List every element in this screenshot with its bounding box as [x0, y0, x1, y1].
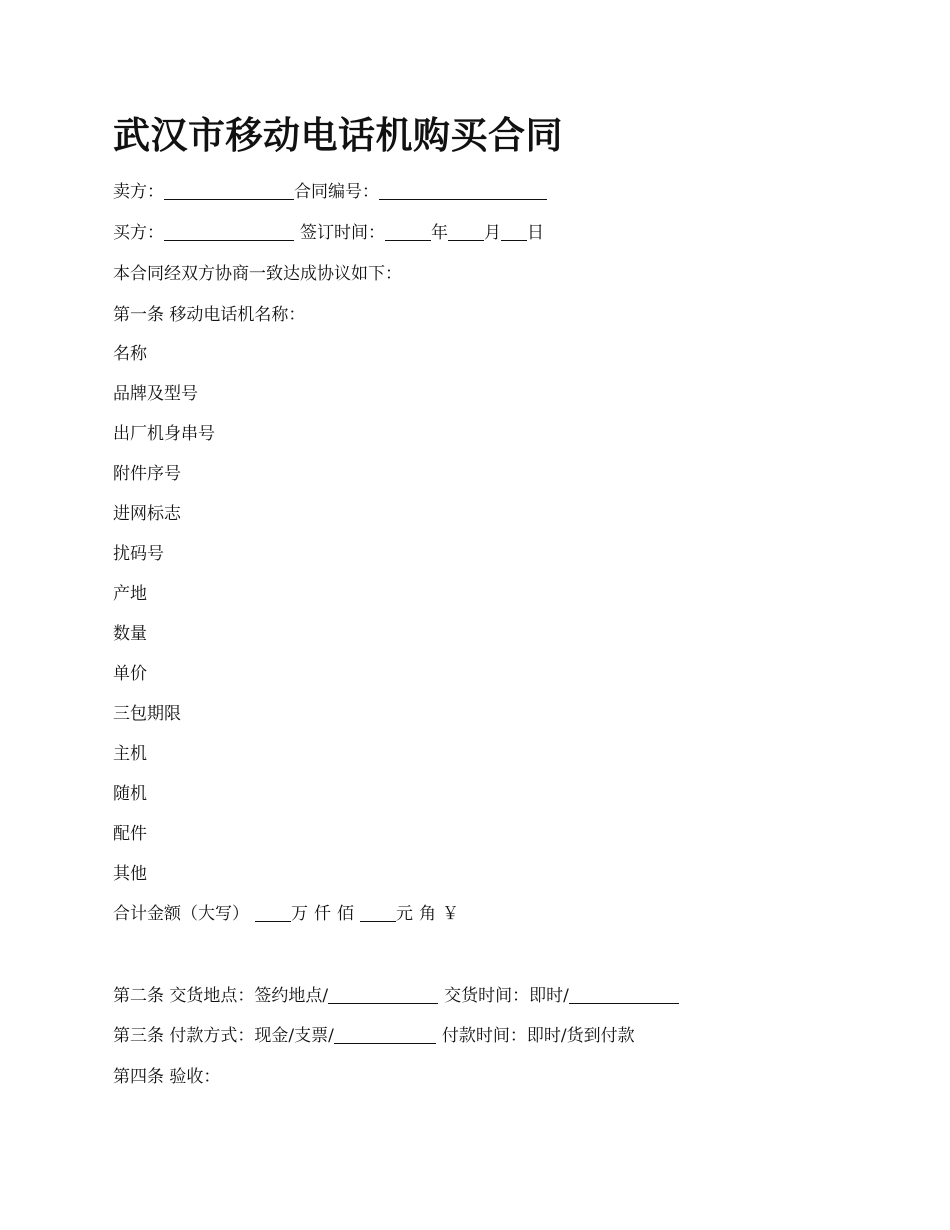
bai-label: 佰 — [337, 904, 354, 924]
field-name: 名称 — [113, 344, 147, 364]
yuan-blank[interactable] — [360, 903, 396, 922]
field-warranty: 三包期限 — [113, 704, 181, 724]
field-parts: 配件 — [113, 824, 147, 844]
article-3-line — [113, 1024, 635, 1048]
article-2-prefix: 第二条 交货地点：签约地点/ — [113, 986, 329, 1006]
day-label: 日 — [527, 223, 544, 243]
yuan-label: 元 — [396, 904, 413, 924]
seller-line — [113, 180, 547, 204]
field-brand-model: 品牌及型号 — [113, 384, 198, 404]
yen-sign: ￥ — [442, 904, 459, 924]
year-label: 年 — [431, 223, 448, 243]
contract-page — [113, 0, 890, 1230]
field-unit-price: 单价 — [113, 664, 147, 684]
total-amount-line — [113, 902, 459, 926]
seller-blank[interactable] — [164, 181, 294, 200]
field-serial-no: 出厂机身串号 — [113, 424, 215, 444]
field-origin: 产地 — [113, 584, 147, 604]
sign-place-blank[interactable] — [328, 985, 438, 1004]
buyer-blank[interactable] — [164, 222, 294, 241]
article-4-heading: 第四条 验收： — [113, 1067, 221, 1087]
buyer-label: 买方： — [113, 223, 164, 243]
delivery-time-blank[interactable] — [569, 985, 679, 1004]
contract-no-blank[interactable] — [379, 181, 547, 200]
field-accessory-no: 附件序号 — [113, 464, 181, 484]
article-1-heading: 第一条 移动电话机名称： — [113, 305, 306, 325]
seller-label: 卖方： — [113, 182, 164, 202]
wan-blank[interactable] — [255, 903, 291, 922]
total-label: 合计金额（大写） — [113, 904, 249, 924]
day-blank[interactable] — [501, 222, 527, 241]
field-other: 其他 — [113, 864, 147, 884]
article-3-prefix: 第三条 付款方式：现金/支票/ — [113, 1026, 334, 1046]
payment-time-label: 付款时间：即时/货到付款 — [441, 1026, 635, 1046]
field-scramble-code: 扰码号 — [113, 544, 164, 564]
field-main-unit: 主机 — [113, 744, 147, 764]
wan-label: 万 — [291, 904, 308, 924]
jiao-label: 角 — [419, 904, 436, 924]
field-included: 随机 — [113, 784, 147, 804]
qian-label: 仟 — [314, 904, 331, 924]
delivery-time-label: 交货时间：即时/ — [444, 986, 569, 1006]
page-title: 武汉市移动电话机购买合同 — [113, 114, 563, 157]
month-label: 月 — [484, 223, 501, 243]
intro-text: 本合同经双方协商一致达成协议如下： — [113, 264, 402, 284]
field-network-mark: 进网标志 — [113, 504, 181, 524]
buyer-line — [113, 221, 544, 245]
field-quantity: 数量 — [113, 624, 147, 644]
year-blank[interactable] — [385, 222, 431, 241]
month-blank[interactable] — [448, 222, 484, 241]
article-2-line — [113, 984, 679, 1008]
contract-no-label: 合同编号： — [294, 182, 379, 202]
sign-time-label: 签订时间： — [300, 223, 385, 243]
payment-method-blank[interactable] — [334, 1025, 436, 1044]
